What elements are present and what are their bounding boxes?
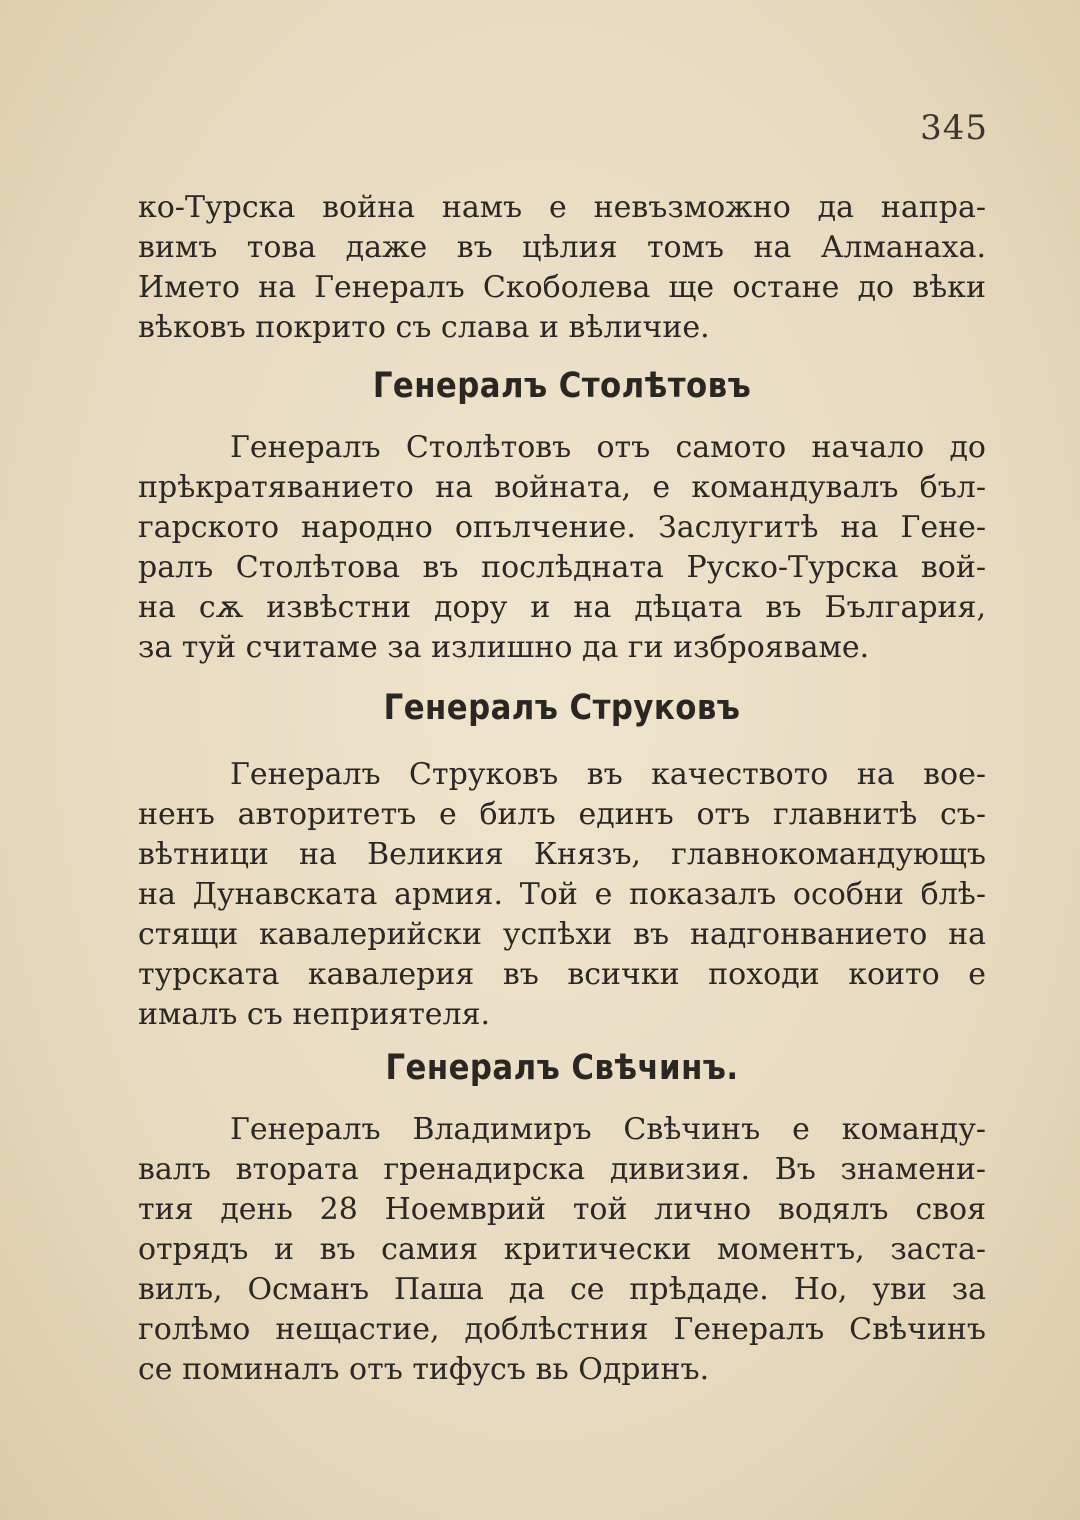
text-line: ималъ съ неприятеля. [138,997,491,1032]
text-line: вѣковъ покрито съ слава и вѣличие. [138,310,710,345]
text-line: ко-Турска война намъ е невъзможно да напра- [138,190,986,225]
page-number: 345 [920,108,988,148]
text-line: Генералъ Струковъ въ качеството на вое- [230,757,986,792]
text-line: Генералъ Владимиръ Свѣчинъ е команду- [230,1112,986,1147]
text-line: вѣтници на Великия Князъ, главнокомандующъ [138,837,986,872]
section-paragraph-svechin [138,1110,986,1390]
text-line: ралъ Столѣтова въ послѣдната Руско-Турска вой- [138,550,986,585]
section-heading-svechin: Генералъ Свѣчинъ. [385,1048,739,1088]
text-line: на сѫ извѣстни дору и на дѣцата въ България, [138,590,986,625]
text-line: Името на Генералъ Скоболева ще остане до вѣки [138,270,986,305]
intro-paragraph [138,188,986,348]
text-line: стящи кавалерийски успѣхи въ надгонванието на [138,917,986,952]
section-heading-strukov: Генералъ Струковъ [383,688,741,728]
text-line: на Дунавската армия. Той е показалъ особни блѣ- [138,877,986,912]
section-heading-stoletov: Генералъ Столѣтовъ [372,366,752,406]
text-line: се поминалъ отъ тифусъ вь Одринъ. [138,1352,710,1387]
text-line: голѣмо нещастие, доблѣстния Генералъ Свѣчинъ [138,1312,986,1347]
text-line: тия день 28 Ноемврий той лично водялъ своя [138,1192,986,1227]
text-line: прѣкратяванието на войната, е командувалъ бъл- [138,470,986,505]
text-line: турската кавалерия въ всички походи които е [138,957,986,992]
text-line: вилъ, Османъ Паша да се прѣдаде. Но, уви за [138,1272,986,1307]
text-line: за туй считаме за излишно да ги изброяваме. [138,630,870,665]
text-line: вимъ това даже въ цѣлия томъ на Алманаха. [138,230,986,265]
text-line: Генералъ Столѣтовъ отъ самото начало до [230,430,986,465]
section-paragraph-strukov [138,755,986,1035]
text-line: гарското народно опълчение. Заслугитѣ на Гене- [138,510,986,545]
text-line: отрядъ и въ самия критически моментъ, заста- [138,1232,986,1267]
text-line: валъ втората гренадирска дивизия. Въ знамени- [138,1152,986,1187]
text-line: ненъ авторитетъ е билъ единъ отъ главнитѣ съ- [138,797,986,832]
section-paragraph-stoletov [138,428,986,668]
